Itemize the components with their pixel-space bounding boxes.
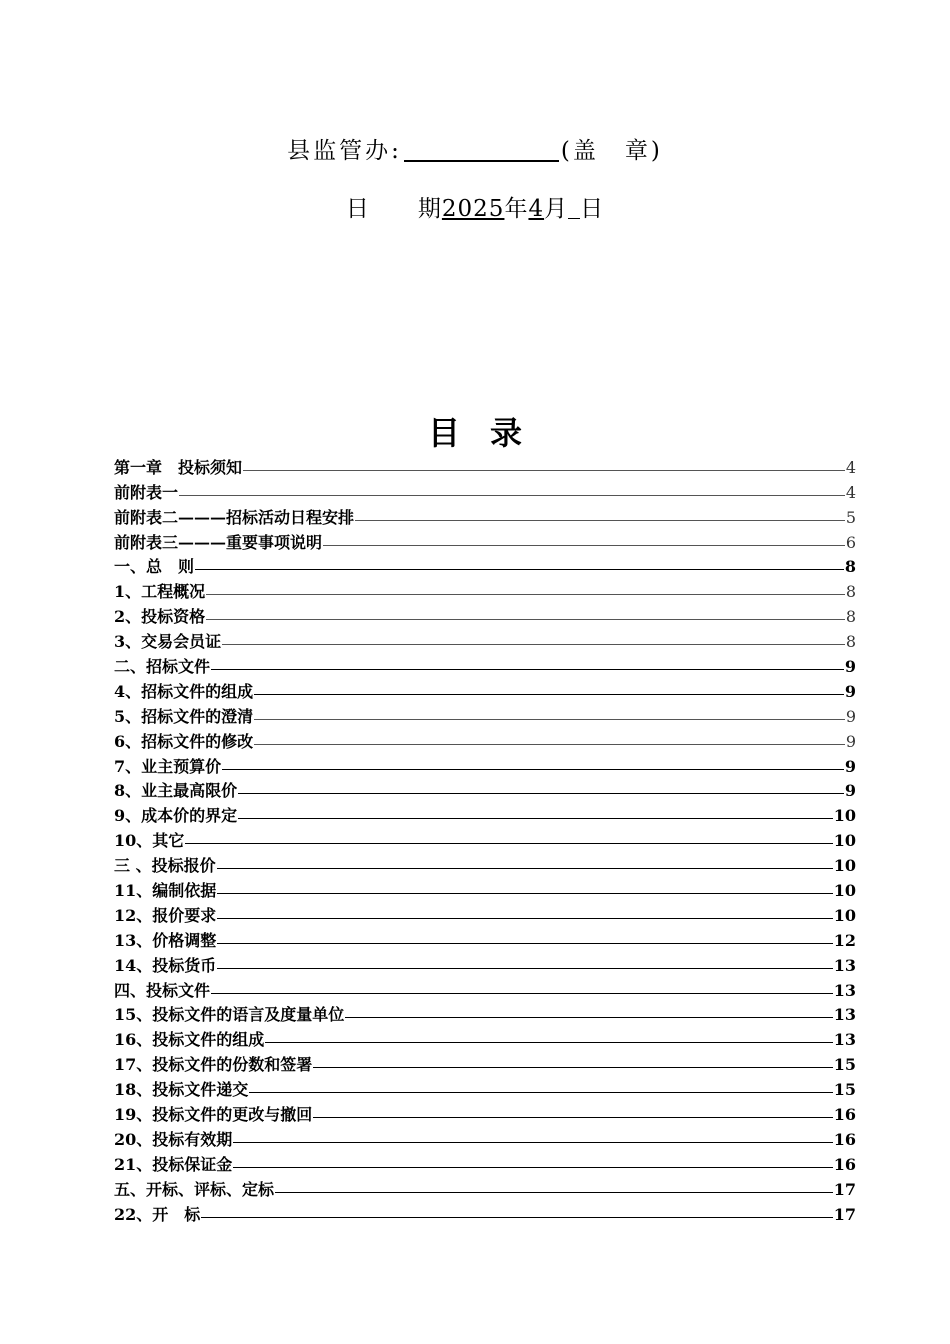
toc-entry-label: 前附表三———重要事项说明 <box>114 532 323 552</box>
toc-entry-label: 21、投标保证金 <box>114 1154 233 1174</box>
toc-dot-leader <box>233 1167 832 1168</box>
toc-entry-label: 15、投标文件的语言及度量单位 <box>114 1005 345 1025</box>
toc-entry-page-number: 8 <box>845 607 856 627</box>
toc-entry-page-number: 9 <box>844 781 856 801</box>
date-line <box>0 190 950 223</box>
toc-entry-label: 22、开 标 <box>114 1204 201 1224</box>
toc-entry[interactable] <box>114 1175 856 1200</box>
toc-dot-leader <box>254 744 845 745</box>
toc-entry-page-number: 9 <box>845 731 856 751</box>
toc-dot-leader <box>265 1042 832 1043</box>
toc-entry-page-number: 5 <box>845 507 856 527</box>
toc-entry-label: 四、投标文件 <box>114 980 211 1000</box>
toc-dot-leader <box>217 893 832 894</box>
toc-entry-page-number: 6 <box>845 532 856 552</box>
toc-entry-page-number: 13 <box>833 1030 856 1050</box>
toc-entry-page-number: 10 <box>833 856 856 876</box>
office-label: 县监管办: <box>287 138 402 164</box>
toc-entry[interactable] <box>114 627 856 652</box>
toc-entry[interactable] <box>114 1050 856 1075</box>
toc-dot-leader <box>238 793 844 794</box>
toc-entry[interactable] <box>114 453 856 478</box>
toc-dot-leader <box>217 968 832 969</box>
toc-entry-page-number: 16 <box>833 1154 856 1174</box>
toc-dot-leader <box>211 993 833 994</box>
toc-dot-leader <box>238 818 833 819</box>
date-month: 4 <box>528 196 545 222</box>
toc-entry[interactable] <box>114 752 856 777</box>
toc-entry[interactable] <box>114 602 856 627</box>
date-label: 日 期 <box>345 196 442 222</box>
toc-entry[interactable] <box>114 528 856 553</box>
toc-dot-leader <box>222 769 844 770</box>
toc-entry-page-number: 9 <box>844 681 856 701</box>
toc-entry-page-number: 13 <box>833 980 856 1000</box>
toc-entry[interactable] <box>114 851 856 876</box>
toc-dot-leader <box>211 669 844 670</box>
toc-entry-page-number: 15 <box>833 1080 856 1100</box>
toc-dot-leader <box>217 868 833 869</box>
toc-dot-leader <box>345 1017 832 1018</box>
toc-dot-leader <box>243 470 845 471</box>
toc-entry[interactable] <box>114 1150 856 1175</box>
toc-entry[interactable] <box>114 801 856 826</box>
toc-entry-page-number: 16 <box>833 1129 856 1149</box>
date-month-suffix: 月 <box>544 196 569 222</box>
toc-entry-label: 5、招标文件的澄清 <box>114 706 254 726</box>
date-day-blank <box>568 198 580 219</box>
toc-entry-page-number: 4 <box>845 482 856 502</box>
toc-entry-label: 20、投标有效期 <box>114 1129 233 1149</box>
toc-entry[interactable] <box>114 976 856 1001</box>
toc-entry-page-number: 10 <box>833 831 856 851</box>
toc-dot-leader <box>195 569 844 570</box>
toc-dot-leader <box>254 719 845 720</box>
toc-entry-page-number: 10 <box>833 905 856 925</box>
toc-entry-page-number: 10 <box>833 806 856 826</box>
toc-entry-label: 7、业主预算价 <box>114 756 222 776</box>
toc-entry-label: 6、招标文件的修改 <box>114 731 254 751</box>
toc-entry-label: 14、投标货币 <box>114 955 217 975</box>
toc-entry-label: 2、投标资格 <box>114 607 206 627</box>
toc-entry-label: 第一章 投标须知 <box>114 457 243 477</box>
seal-label: (盖 章) <box>560 138 663 164</box>
toc-entry-page-number: 8 <box>845 582 856 602</box>
toc-entry[interactable] <box>114 1001 856 1026</box>
toc-dot-leader <box>222 644 845 645</box>
toc-entry[interactable] <box>114 503 856 528</box>
toc-entry-page-number: 17 <box>833 1179 856 1199</box>
toc-entry[interactable] <box>114 901 856 926</box>
toc-entry-label: 17、投标文件的份数和签署 <box>114 1055 313 1075</box>
toc-dot-leader <box>254 694 844 695</box>
toc-entry-page-number: 9 <box>845 706 856 726</box>
toc-entry-label: 13、价格调整 <box>114 930 217 950</box>
toc-dot-leader <box>355 520 845 521</box>
toc-entry-label: 前附表二———招标活动日程安排 <box>114 507 355 527</box>
toc-entry-label: 18、投标文件递交 <box>114 1080 249 1100</box>
toc-entry-label: 前附表一 <box>114 482 179 502</box>
toc-entry[interactable] <box>114 1200 856 1225</box>
toc-entry-label: 12、报价要求 <box>114 905 217 925</box>
toc-entry-page-number: 13 <box>833 1005 856 1025</box>
date-year-suffix: 年 <box>504 196 529 222</box>
toc-entry[interactable] <box>114 826 856 851</box>
toc-dot-leader <box>185 843 832 844</box>
toc-entry[interactable] <box>114 478 856 503</box>
toc-dot-leader <box>249 1092 832 1093</box>
toc-entry[interactable] <box>114 1025 856 1050</box>
toc-entry[interactable] <box>114 702 856 727</box>
toc-dot-leader <box>233 1142 832 1143</box>
toc-entry[interactable] <box>114 727 856 752</box>
date-day-suffix: 日 <box>580 196 605 222</box>
toc-entry-page-number: 16 <box>833 1105 856 1125</box>
toc-entry[interactable] <box>114 951 856 976</box>
toc-dot-leader <box>206 594 845 595</box>
toc-title: 目录 <box>427 414 552 452</box>
toc-entry-page-number: 9 <box>844 657 856 677</box>
toc-entry-page-number: 8 <box>845 632 856 652</box>
toc-entry-label: 16、投标文件的组成 <box>114 1030 265 1050</box>
toc-entry-page-number: 12 <box>833 930 856 950</box>
toc-entry-page-number: 8 <box>844 557 856 577</box>
toc-entry[interactable] <box>114 553 856 578</box>
toc-entry-label: 9、成本价的界定 <box>114 806 238 826</box>
date-year: 2025 <box>441 196 505 222</box>
toc-dot-leader <box>217 918 832 919</box>
toc-entry-page-number: 10 <box>833 881 856 901</box>
toc-dot-leader <box>217 943 832 944</box>
toc-entry-label: 3、交易会员证 <box>114 632 222 652</box>
toc-entry-page-number: 17 <box>833 1204 856 1224</box>
toc-dot-leader <box>323 545 845 546</box>
toc-entry[interactable] <box>114 577 856 602</box>
toc-entry-label: 一、总 则 <box>114 557 195 577</box>
toc-entry-page-number: 13 <box>833 955 856 975</box>
toc-entry-page-number: 15 <box>833 1055 856 1075</box>
toc-entry-label: 1、工程概况 <box>114 582 206 602</box>
toc-entry-label: 三 、投标报价 <box>114 856 216 876</box>
toc-dot-leader <box>313 1117 832 1118</box>
toc-entry[interactable] <box>114 876 856 901</box>
toc-entry[interactable] <box>114 677 856 702</box>
toc-dot-leader <box>206 619 845 620</box>
toc-entry-label: 五、开标、评标、定标 <box>114 1179 275 1199</box>
supervision-office-line <box>0 132 950 165</box>
toc-entry[interactable] <box>114 652 856 677</box>
toc-entry-label: 19、投标文件的更改与撤回 <box>114 1105 313 1125</box>
toc-entry-label: 8、业主最高限价 <box>114 781 238 801</box>
toc-dot-leader <box>313 1067 832 1068</box>
toc-dot-leader <box>201 1217 832 1218</box>
toc-entry[interactable] <box>114 1100 856 1125</box>
toc-entry[interactable] <box>114 926 856 951</box>
toc-entry-label: 二、招标文件 <box>114 657 211 677</box>
toc-entry[interactable] <box>114 1125 856 1150</box>
toc-entry-label: 10、其它 <box>114 831 185 851</box>
toc-entry-page-number: 4 <box>845 457 856 477</box>
toc-dot-leader <box>179 495 845 496</box>
toc-entry-page-number: 9 <box>844 756 856 776</box>
toc-entry[interactable] <box>114 1075 856 1100</box>
table-of-contents <box>114 453 856 1225</box>
seal-blank-field <box>404 136 559 162</box>
toc-entry[interactable] <box>114 777 856 802</box>
toc-entry-label: 4、招标文件的组成 <box>114 681 254 701</box>
toc-entry-label: 11、编制依据 <box>114 881 217 901</box>
toc-dot-leader <box>275 1192 833 1193</box>
